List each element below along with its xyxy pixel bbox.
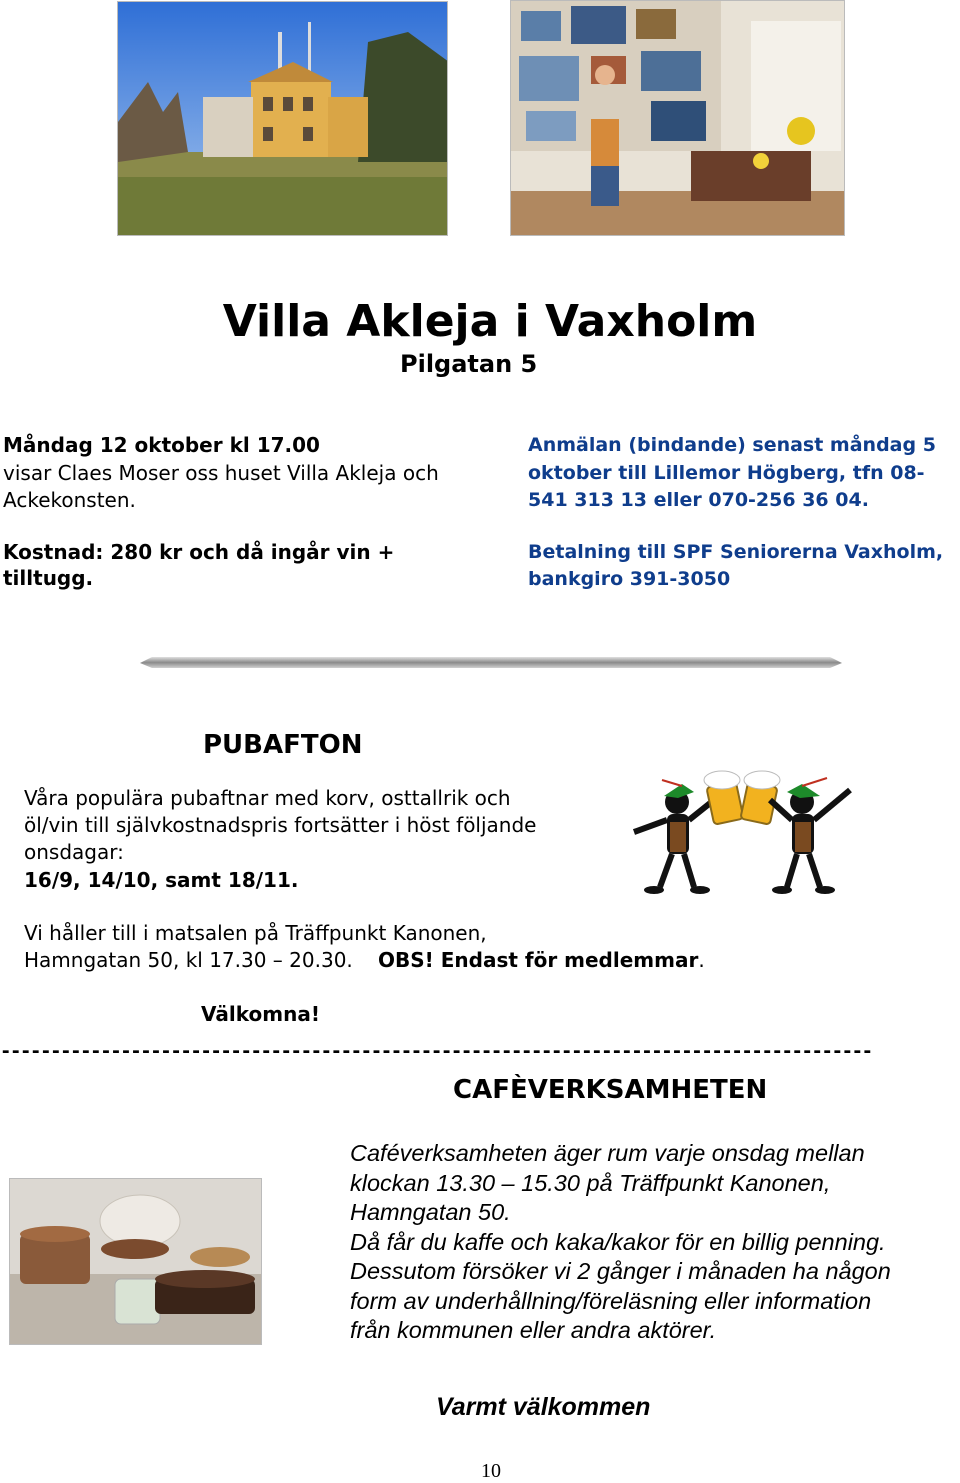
cafe-title: CAFÈVERKSAMHETEN <box>453 1075 768 1105</box>
page-number: 10 <box>481 1460 501 1482</box>
payment-line-1: Betalning till SPF Seniorerna Vaxholm, <box>528 541 944 563</box>
villa-photo <box>117 1 448 236</box>
pub-obs-line <box>378 946 705 974</box>
pub-line-1: Våra populära pubaftnar med korv, osttallrik och <box>24 786 511 810</box>
cafe-line-2: klockan 13.30 – 15.30 på Träffpunkt Kanonen, <box>350 1169 831 1196</box>
cafe-line-6: form av underhållning/föreläsning eller information <box>350 1287 872 1314</box>
cafe-closing: Varmt välkommen <box>436 1393 651 1421</box>
page-title: Villa Akleja i Vaxholm <box>222 296 758 347</box>
signup-line-1: Anmälan (bindande) senast måndag 5 <box>528 434 936 456</box>
event-description-1: visar Claes Moser oss huset Villa Akleja och <box>3 461 439 485</box>
cafe-line-7: från kommunen eller andra aktörer. <box>350 1317 717 1343</box>
cafe-photo <box>9 1178 262 1345</box>
signup-line-2: oktober till Lillemor Högberg, tfn 08- <box>528 462 925 484</box>
pub-title: PUBAFTON <box>203 730 363 760</box>
beer-clipart <box>622 762 862 897</box>
pub-welcome: Välkomna! <box>201 1002 320 1026</box>
decorative-rule <box>140 654 842 672</box>
page-subtitle: Pilgatan 5 <box>400 350 538 378</box>
pub-place-2: Hamngatan 50, kl 17.30 – 20.30. <box>24 948 353 972</box>
event-cost-1: Kostnad: 280 kr och då ingår vin + <box>3 540 395 564</box>
payment-line-2: bankgiro 391-3050 <box>528 568 731 590</box>
cafe-line-4: Då får du kaffe och kaka/kakor för en billig penning. <box>350 1228 886 1255</box>
pub-line-2: öl/vin till självkostnadspris fortsätter i höst följande <box>24 813 537 837</box>
event-cost-2: tilltugg. <box>3 566 94 590</box>
cafe-line-1: Caféverksamheten äger rum varje onsdag mellan <box>350 1140 865 1166</box>
pub-obs: OBS! Endast för medlemmar <box>378 948 699 972</box>
interior-photo <box>510 0 845 236</box>
section-divider: --------------------------------------------------------------------------------------- <box>0 1040 872 1062</box>
cafe-text <box>350 1139 950 1346</box>
pub-dates: 16/9, 14/10, samt 18/11. <box>24 868 299 892</box>
pub-line-3: onsdagar: <box>24 840 124 864</box>
signup-line-3: 541 313 13 eller 070-256 36 04. <box>528 489 869 511</box>
pub-obs-end: . <box>698 948 705 972</box>
event-description-2: Ackekonsten. <box>3 488 136 512</box>
pub-place-1: Vi håller till i matsalen på Träffpunkt Kanonen, <box>24 921 487 945</box>
cafe-line-5: Dessutom försöker vi 2 gånger i månaden ha någon <box>350 1258 891 1284</box>
cafe-line-3: Hamngatan 50. <box>350 1199 511 1225</box>
event-date: Måndag 12 oktober kl 17.00 <box>3 433 320 457</box>
